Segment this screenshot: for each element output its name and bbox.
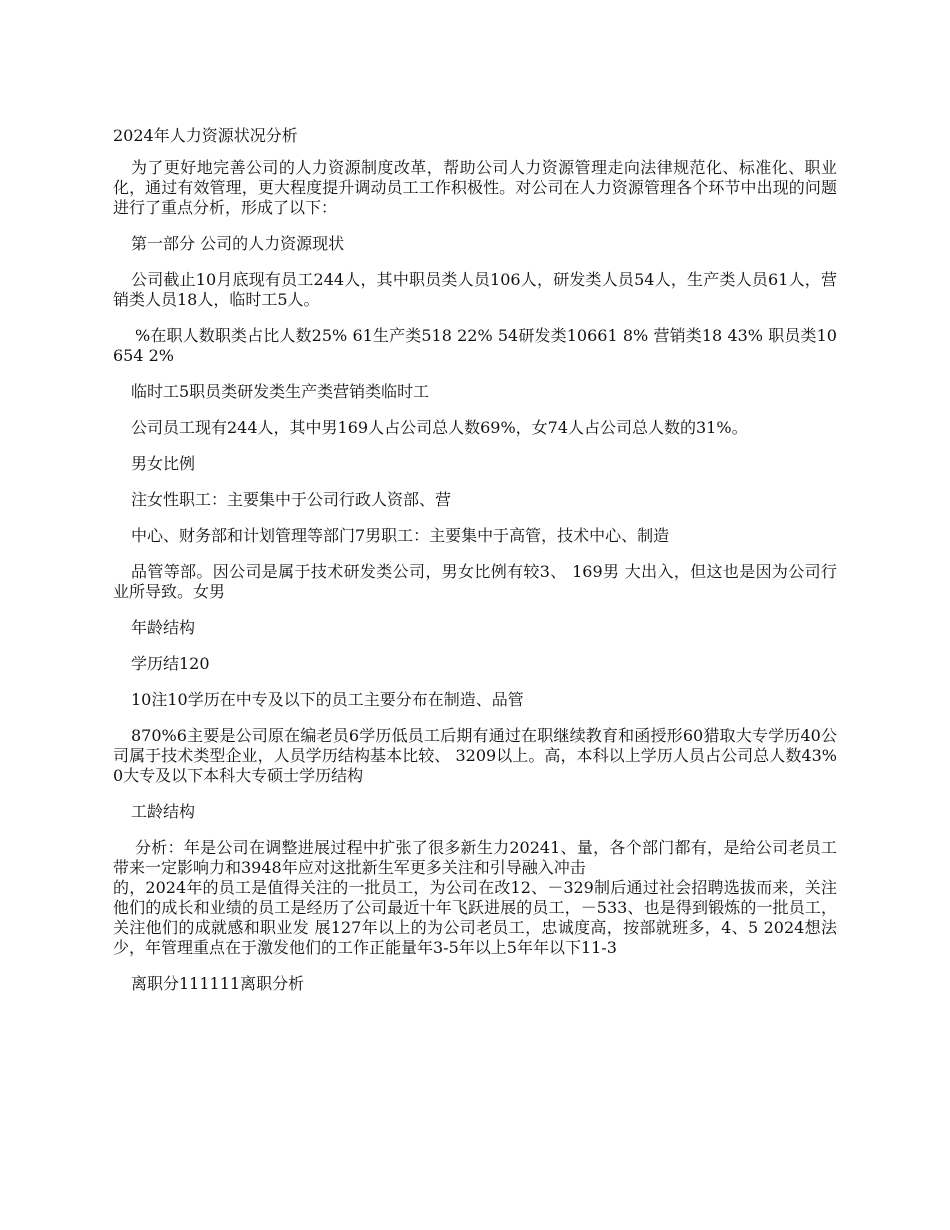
resignation-analysis-heading: 离职分111111离职分析 <box>131 974 305 993</box>
education-analysis-paragraph: 870%6主要是公司原在编老员6学历低员工后期有通过在职继续教育和函授形60猎取大专学历40公司属于技术类型企业，人员学历结构基本比较、 3209以上。高，本科以上学历人员占公司总人数43%0大专及以下本科大专硕士学历结构 <box>113 726 837 785</box>
seniority-structure-heading: 工龄结构 <box>131 802 196 821</box>
document-title: 2024年人力资源状况分析 <box>113 126 298 145</box>
document-page <box>113 126 837 1010</box>
seniority-analysis-line-1: 分析：年是公司在调整进展过程中扩张了很多新生力20241、量，各个部门都有，是给公司老员工带来一定影响力和3948年应对这批新生军更多关注和引导融入冲击 <box>113 838 837 877</box>
age-structure-heading: 年龄结构 <box>131 618 196 637</box>
gender-ratio-heading: 男女比例 <box>131 454 196 473</box>
female-staff-note: 注女性职工：主要集中于公司行政人资部、营 <box>131 490 452 509</box>
section-heading-part-one: 第一部分 公司的人力资源现状 <box>131 234 345 253</box>
seniority-analysis-line-2: 的，2024年的员工是值得关注的一批员工，为公司在改12、－329制后通过社会招聘选拔而来，关注他们的成长和业绩的员工是经历了公司最近十年飞跃进展的员工，－533、也是得到锻炼的一批员工，关注他们的成就感和职业发 展127年以上的为公司老员工，忠诚度高，按部就班多，4、5 2024想法少，年管理重点在于激发他们的工作正能量年3-5年以上5年年以下11-3 <box>113 878 837 957</box>
gender-ratio-explanation: 品管等部。因公司是属于技术研发类公司，男女比例有较3、 169男 大出入，但这也是因为公司行业所导致。女男 <box>113 562 837 601</box>
intro-paragraph: 为了更好地完善公司的人力资源制度改革，帮助公司人力资源管理走向法律规范化、标准化、职业化，通过有效管理，更大程度提升调动员工工作积极性。对公司在人力资源管理各个环节中出现的问题进行了重点分析，形成了以下： <box>113 158 837 217</box>
male-staff-note: 中心、财务部和计划管理等部门7男职工：主要集中于高管，技术中心、制造 <box>131 526 670 545</box>
staff-count-paragraph: 公司截止10月底现有员工244人，其中职员类人员106人，研发类人员54人，生产类人员61人，营销类人员18人，临时工5人。 <box>113 270 837 309</box>
staff-category-legend-paragraph: 临时工5职员类研发类生产类营销类临时工 <box>131 382 430 401</box>
education-structure-heading: 学历结120 <box>131 654 210 673</box>
seniority-analysis-paragraph <box>113 838 837 958</box>
education-note: 10注10学历在中专及以下的员工主要分布在制造、品管 <box>131 690 524 709</box>
gender-count-paragraph: 公司员工现有244人，其中男169人占公司总人数69%，女74人占公司总人数的31%。 <box>131 418 748 437</box>
staff-category-ratio-paragraph: %在职人数职类占比人数25% 61生产类518 22% 54研发类10661 8% 营销类18 43% 职员类10654 2% <box>113 326 837 365</box>
